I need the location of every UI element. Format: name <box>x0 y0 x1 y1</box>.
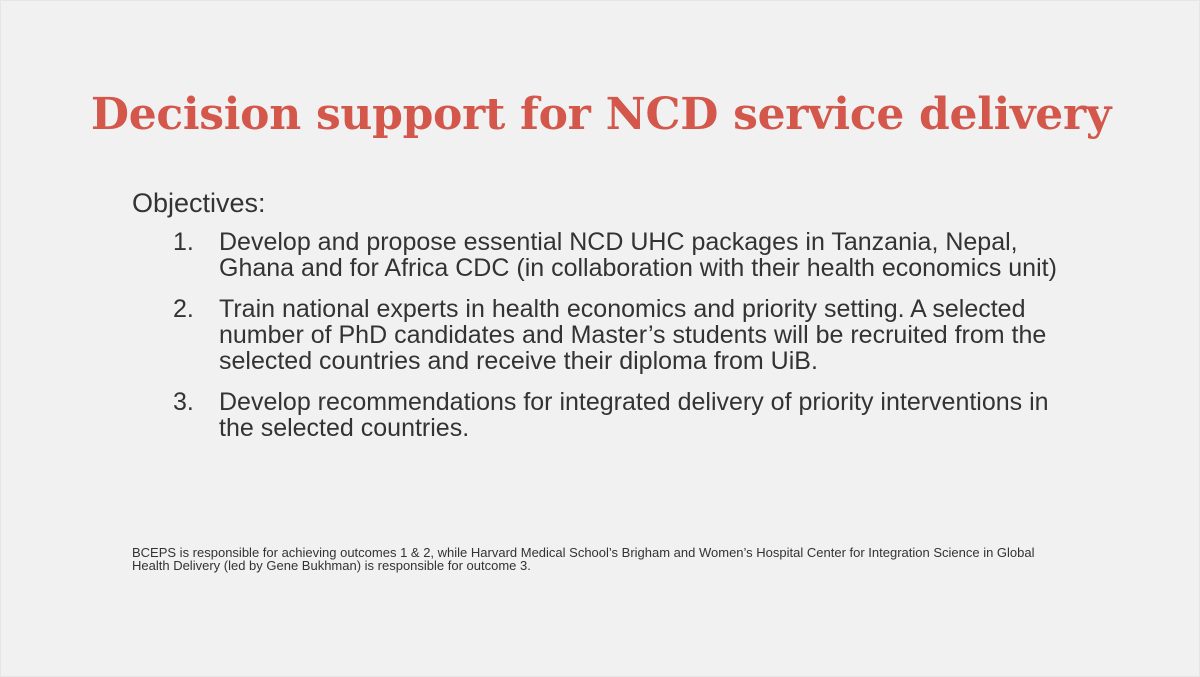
slide-footnote: BCEPS is responsible for achieving outcomes 1 & 2, while Harvard Medical School’s Brigham and Women’s Hospital Center for Integration Science in Global Health Delivery (led by Gene Bukhman) is responsible for outcome 3. <box>132 545 1035 573</box>
objectives-heading: Objectives: <box>132 188 266 218</box>
slide-title: Decision support for NCD service delivery <box>90 89 1112 140</box>
objective-text: Develop and propose essential NCD UHC packages in Tanzania, Nepal, Ghana and for Africa CDC (in collaboration with their health economics unit) <box>219 228 1057 282</box>
objective-number: 2. <box>173 295 194 323</box>
objectives-list <box>171 229 1071 456</box>
objective-text: Train national experts in health economics and priority setting. A selected number of PhD candidates and Master’s students will be recruited from the selected countries and receive their diploma from UiB. <box>219 295 1047 375</box>
objective-number: 3. <box>173 388 194 416</box>
objective-number: 1. <box>173 228 194 256</box>
objective-item-1 <box>171 229 1071 281</box>
objective-item-2 <box>171 296 1071 374</box>
objective-text: Develop recommendations for integrated delivery of priority interventions in the selected countries. <box>219 388 1049 442</box>
objective-item-3 <box>171 389 1071 441</box>
